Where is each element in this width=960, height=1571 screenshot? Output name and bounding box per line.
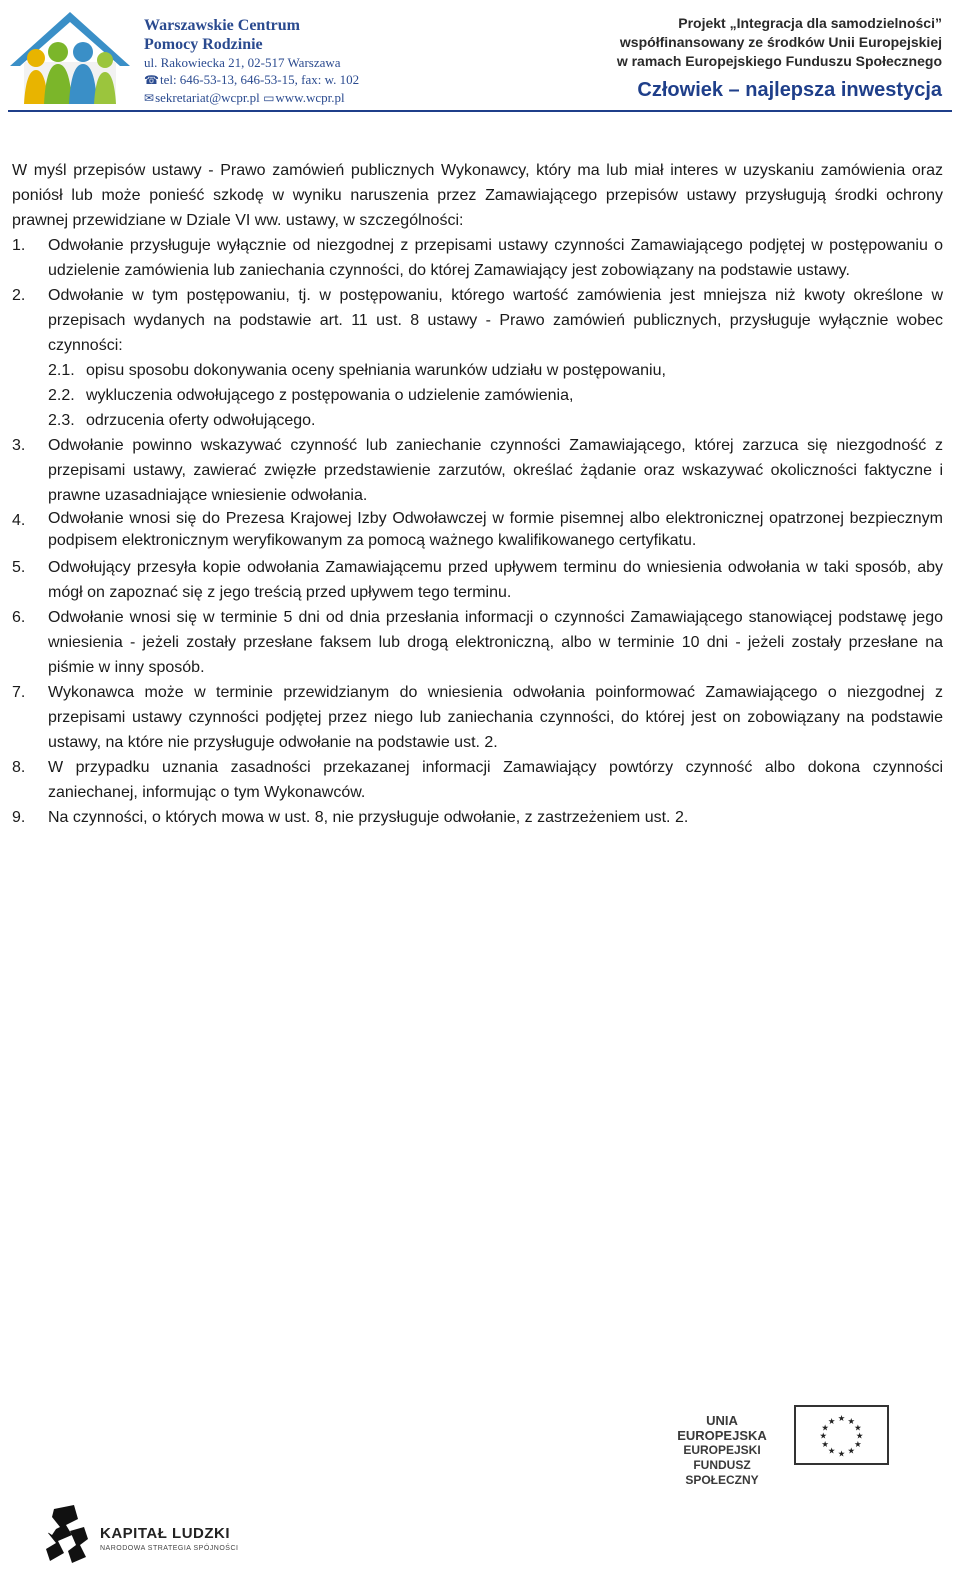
list-item: [12, 605, 943, 680]
svg-text:★: ★: [847, 1445, 856, 1456]
svg-text:★: ★: [821, 1422, 829, 1433]
svg-text:★: ★: [837, 1448, 846, 1459]
eu-line-3: FUNDUSZ SPOŁECZNY: [685, 1458, 759, 1487]
org-name-line-2: Pomocy Rodzinie: [144, 36, 263, 53]
sub-list-item-text: wykluczenia odwołującego z postępowania o udzielenie zamówienia,: [86, 387, 574, 404]
list-item-text: Odwołanie przysługuje wyłącznie od niezgodnej z przepisami ustawy czynności Zamawiającego podjętej w postępowaniu o udzielenie zamówienia lub zaniechania czynności, do której Zamawiający jest zobowiązany na podstawie ustawy.: [48, 237, 943, 279]
svg-text:★: ★: [847, 1415, 856, 1426]
list-item-number: 7.: [12, 684, 26, 701]
header-divider: [8, 110, 952, 112]
list-item: [12, 805, 943, 830]
project-title: Projekt „Integracja dla samodzielności”: [678, 15, 942, 31]
list-item-text: W przypadku uznania zasadności przekazanej informacji Zamawiający powtórzy czynność albo dokona czynności zaniechanej, informując o tym Wykonawców.: [48, 759, 943, 801]
sub-list-item-number: 2.2.: [48, 387, 75, 404]
sub-list-item-number: 2.3.: [48, 412, 75, 429]
list-item-number: 8.: [12, 759, 26, 776]
intro-paragraph: W myśl przepisów ustawy - Prawo zamówień publicznych Wykonawcy, który ma lub miał interes w uzyskaniu zamówienia oraz poniósł lub może ponieść szkodę w wyniku naruszenia przez Zamawiającego przepisów ustawy przysługują środki ochrony prawnej przewidziane w Dziale VI ww. ustawy, w szczególności:: [12, 162, 943, 229]
sub-list-item-text: odrzucenia oferty odwołującego.: [86, 412, 316, 429]
sub-list-item: [48, 383, 943, 408]
svg-text:★: ★: [819, 1430, 828, 1441]
list-item-number: 9.: [12, 809, 26, 826]
org-name-line-1: Warszawskie Centrum: [144, 17, 300, 34]
sub-list-item: [48, 358, 943, 383]
eu-flag-icon: [794, 1405, 889, 1465]
list-item-text: Odwołujący przesyła kopie odwołania Zamawiającemu przed upływem terminu do wniesienia odwołania w taki sposób, aby mógł on zapoznać się z jego treścią przed upływem tego terminu.: [48, 559, 943, 601]
list-item: [12, 433, 943, 508]
list-item-text: Wykonawca może w terminie przewidzianym do wniesienia odwołania poinformować Zamawiającego o niezgodnej z przepisami ustawy czynności podjętej przez niego lub zaniechania czynności, do której jest on zobowiązany na podstawie ustawy, na które nie przysługuje odwołanie na podstawie ust. 2.: [48, 684, 943, 751]
list-item-number: 3.: [12, 437, 26, 454]
org-phone-line: [144, 71, 359, 89]
org-email[interactable]: sekretariat@wcpr.pl: [155, 90, 260, 105]
list-item-text: Odwołanie powinno wskazywać czynność lub zaniechanie czynności Zamawiającego, której zarzuca się niezgodność z przepisami ustawy, zawierać zwięzłe przedstawienie zarzutów, określać żądanie oraz wskazywać okoliczności faktyczne i prawne uzasadniające wniesienie odwołania.: [48, 437, 943, 504]
document-body: [12, 158, 943, 830]
list-item-text: Odwołanie wnosi się do Prezesa Krajowej Izby Odwoławczej w formie pisemnej albo elektronicznej opatrzonej bezpiecznym podpisem elektronicznym weryfikowanym za pomocą ważnego kwalifikowanego certyfikatu.: [48, 510, 943, 549]
kapital-ludzki-emblem-icon: [44, 1505, 92, 1565]
eu-logo: [660, 1405, 900, 1487]
list-item: [12, 555, 943, 605]
org-website[interactable]: www.wcpr.pl: [275, 90, 345, 105]
list-item: [12, 680, 943, 755]
eu-line-2: EUROPEJSKI: [683, 1443, 761, 1457]
eu-logo-text: [660, 1413, 784, 1488]
list-item-number: 4.: [12, 512, 26, 529]
svg-text:★: ★: [837, 1413, 846, 1423]
document-header: [0, 0, 960, 115]
kapital-ludzki-title: KAPITAŁ LUDZKI: [100, 1525, 231, 1542]
project-cofinancing: współfinansowany ze środków Unii Europejskiej: [619, 34, 942, 50]
project-slogan: Człowiek – najlepsza inwestycja: [637, 79, 942, 101]
list-item: [12, 283, 943, 358]
project-block: [617, 14, 942, 102]
org-contact-line: [144, 89, 359, 107]
kapital-ludzki-subtitle: NARODOWA STRATEGIA SPÓJNOŚCI: [100, 1545, 239, 1552]
list-item-number: 6.: [12, 609, 26, 626]
eu-line-1: UNIA EUROPEJSKA: [677, 1413, 767, 1443]
svg-text:★: ★: [827, 1415, 836, 1426]
computer-icon: ▭: [263, 91, 275, 105]
svg-text:★: ★: [854, 1422, 862, 1433]
list-item-number: 5.: [12, 559, 26, 576]
kapital-ludzki-logo: [44, 1505, 274, 1565]
sub-list-item-text: opisu sposobu dokonywania oceny spełniania warunków udziału w postępowaniu,: [86, 362, 666, 379]
sub-list-item-number: 2.1.: [48, 362, 75, 379]
svg-text:★: ★: [855, 1430, 864, 1441]
phone-icon: ☎: [144, 73, 159, 87]
org-address: ul. Rakowiecka 21, 02-517 Warszawa: [144, 55, 341, 70]
mail-icon: ✉: [144, 91, 155, 105]
org-phone: tel: 646-53-13, 646-53-15, fax: w. 102: [159, 72, 360, 87]
project-fund: w ramach Europejskiego Funduszu Społecznego: [616, 53, 942, 69]
organization-block: [144, 16, 359, 107]
list-item: [12, 508, 943, 552]
list-item-text: Na czynności, o których mowa w ust. 8, nie przysługuje odwołanie, z zastrzeżeniem ust. 2.: [48, 809, 689, 826]
list-item-number: 2.: [12, 287, 26, 304]
list-item-text: Odwołanie wnosi się w terminie 5 dni od dnia przesłania informacji o czynności Zamawiającego stanowiącej podstawę jego wniesienia - jeżeli zostały przesłane faksem lub drogą elektroniczną, albo w terminie 10 dni - jeżeli zostały przesłane na piśmie w inny sposób.: [48, 609, 943, 676]
list-item-text: Odwołanie w tym postępowaniu, tj. w postępowaniu, którego wartość zamówienia jest mniejsza niż kwoty określone w przepisach wydanych na podstawie art. 11 ust. 8 ustawy - Prawo zamówień publicznych, przysługuje wyłącznie wobec czynności:: [48, 287, 943, 354]
sub-list-item: [48, 408, 943, 433]
svg-text:★: ★: [821, 1439, 829, 1450]
svg-text:★: ★: [827, 1445, 836, 1456]
wcpr-logo: [6, 8, 134, 108]
svg-text:★: ★: [854, 1439, 862, 1450]
list-item: [12, 233, 943, 283]
list-item-number: 1.: [12, 237, 26, 254]
list-item: [12, 755, 943, 805]
